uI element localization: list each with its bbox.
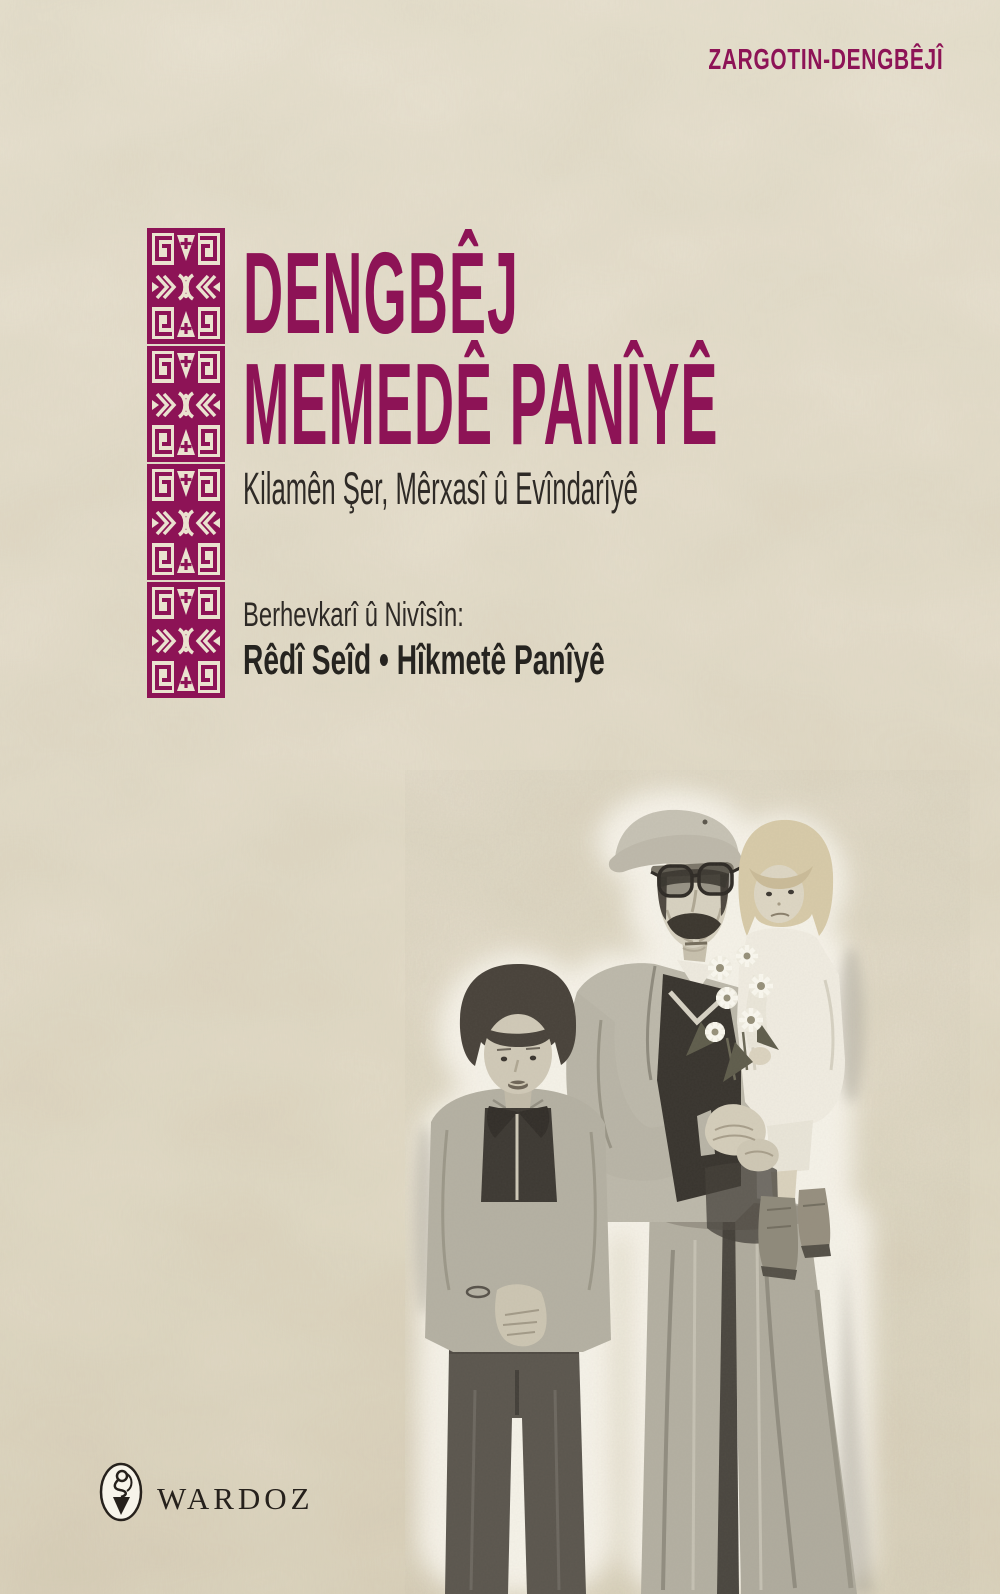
family-photo [405, 770, 970, 1594]
book-title [243, 228, 719, 469]
publisher-logo [98, 1461, 314, 1523]
book-title-line2: MEMEDÊ PANÎYÊ [243, 339, 719, 469]
book-subtitle: Kilamên Şer, Mêrxasî û Evîndarîyê [243, 463, 638, 514]
book-title-line1: DENGBÊJ [243, 228, 519, 358]
kilim-ornament-strip [147, 228, 225, 700]
credit-label: Berhevkarî û Nivîsîn: [243, 596, 464, 634]
author-names: Rêdî Seîd • Hîkmetê Panîyê [243, 636, 605, 683]
publisher-name: WARDOZ [157, 1481, 314, 1516]
series-label: ZARGOTIN-DENGBÊJÎ [708, 44, 943, 76]
wardoz-figurine-icon [98, 1461, 144, 1523]
